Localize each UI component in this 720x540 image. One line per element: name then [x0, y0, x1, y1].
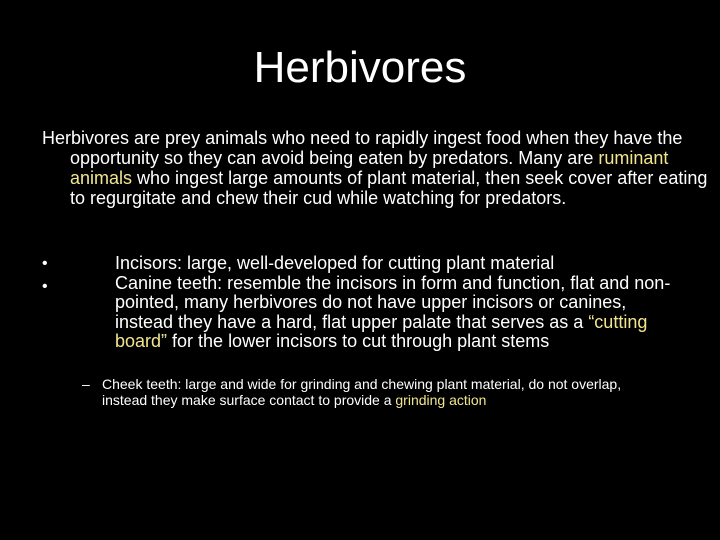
bullet-text-incisors: large, well-developed for cutting plant material — [182, 253, 555, 273]
sub-bullet-text: large and wide for grinding and chewing plant material, do not overlap, instead they make surface contact to provide a — [102, 376, 622, 408]
slide-title: Herbivores — [253, 43, 467, 92]
bullet-highlight-canine: “cutting board” — [115, 311, 648, 351]
bullet-marker-canine: • — [42, 278, 48, 295]
sub-bullet-highlight: grinding action — [395, 392, 487, 408]
bullet-marker-incisors: • — [42, 255, 48, 272]
bullet-item-canine — [115, 274, 675, 352]
bullet-label-incisors: Incisors: — [115, 253, 183, 273]
sub-bullet-cheek-teeth — [82, 376, 662, 408]
intro-text-part2: who ingest large amounts of plant material, then seek cover after eating to regurgitate and chew their cud while watching for predators. — [70, 168, 708, 208]
bullet-item-incisors — [115, 254, 675, 274]
sub-bullet-body — [82, 376, 662, 408]
sub-bullet-label: Cheek teeth: — [102, 376, 182, 392]
intro-highlight: ruminant animals — [70, 148, 669, 188]
bullet-text-canine-part2: for the lower incisors to cut through plant stems — [167, 331, 550, 351]
sub-bullet-marker: – — [82, 376, 90, 392]
bullet-texts — [115, 254, 675, 352]
intro-paragraph — [42, 128, 710, 208]
bullet-label-canine: Canine teeth: — [115, 272, 223, 293]
bullet-markers — [42, 254, 48, 300]
intro-text-part1: Herbivores are prey animals who need to rapidly ingest food when they have the opportunity so they can avoid being eaten by predators. Many are — [42, 128, 683, 168]
bullet-text-canine-part1: resemble the incisors in form and function, flat and non-pointed, many herbivores do not have upper incisors or canines, instead they have a hard, flat upper palate that serves as a — [115, 272, 671, 332]
